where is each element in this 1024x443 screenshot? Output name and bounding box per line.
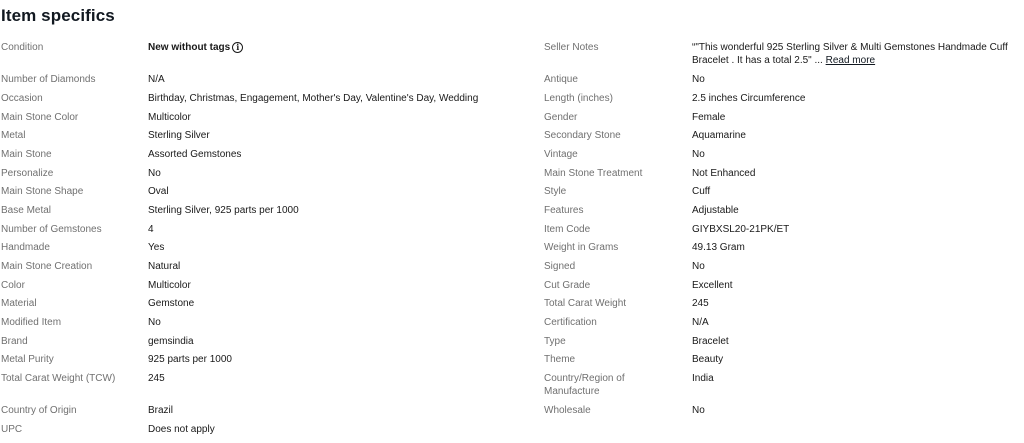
- read-more-link[interactable]: Read more: [825, 55, 876, 66]
- spec-label-type: Type: [544, 336, 566, 347]
- section-title: Item specifics: [1, 6, 115, 25]
- spec-label-features: Features: [544, 205, 584, 216]
- spec-value-handmade: Yes: [148, 242, 165, 253]
- spec-value-main-stone: Assorted Gemstones: [148, 149, 242, 160]
- spec-value-features: Adjustable: [692, 205, 739, 216]
- spec-label-country-of-origin: Country of Origin: [1, 405, 77, 416]
- spec-value-item-code: GIYBXSL20-21PK/ET: [692, 224, 790, 235]
- spec-label-secondary-stone: Secondary Stone: [544, 130, 621, 141]
- spec-value-personalize: No: [148, 168, 161, 179]
- spec-label-main-stone-treatment: Main Stone Treatment: [544, 168, 643, 179]
- spec-label-total-carat-weight: Total Carat Weight: [544, 298, 627, 309]
- spec-value-material: Gemstone: [148, 298, 195, 309]
- spec-value-metal: Sterling Silver: [148, 130, 210, 141]
- spec-label-country-region-of-manufacture: Country/Region of Manufacture: [544, 373, 625, 397]
- spec-value-vintage: No: [692, 149, 705, 160]
- spec-value-metal-purity: 925 parts per 1000: [148, 354, 232, 365]
- spec-value-gender: Female: [692, 112, 726, 123]
- spec-value-wholesale: No: [692, 405, 705, 416]
- spec-value-base-metal: Sterling Silver, 925 parts per 1000: [148, 205, 299, 216]
- spec-value-style: Cuff: [692, 186, 711, 197]
- spec-value-weight-in-grams: 49.13 Gram: [692, 242, 745, 253]
- spec-value-length-inches: 2.5 inches Circumference: [692, 93, 806, 104]
- spec-label-modified-item: Modified Item: [1, 317, 62, 328]
- spec-value-main-stone-color: Multicolor: [148, 112, 191, 123]
- spec-value-antique: No: [692, 74, 705, 85]
- seller-notes-text: “"This wonderful 925 Sterling Silver & Multi Gemstones Handmade Cuff Bracelet . It has a total 2.5" ...: [692, 42, 1008, 66]
- spec-value-secondary-stone: Aquamarine: [692, 130, 746, 141]
- spec-label-main-stone: Main Stone: [1, 149, 52, 160]
- spec-label-base-metal: Base Metal: [1, 205, 52, 216]
- spec-value-modified-item: No: [148, 317, 161, 328]
- spec-label-total-carat-weight-tcw: Total Carat Weight (TCW): [1, 373, 116, 384]
- spec-value-seller-notes: [692, 41, 1020, 67]
- spec-value-type: Bracelet: [692, 336, 729, 347]
- spec-label-material: Material: [1, 298, 37, 309]
- spec-value-number-of-diamonds: N/A: [148, 74, 165, 85]
- spec-label-cut-grade: Cut Grade: [544, 280, 591, 291]
- spec-value-occasion: Birthday, Christmas, Engagement, Mother's Day, Valentine's Day, Wedding: [148, 93, 479, 104]
- spec-value-country-region-of-manufacture: India: [692, 373, 714, 384]
- spec-label-occasion: Occasion: [1, 93, 43, 104]
- spec-label-personalize: Personalize: [1, 168, 54, 179]
- spec-label-antique: Antique: [544, 74, 578, 85]
- spec-label-wholesale: Wholesale: [544, 405, 591, 416]
- spec-value-cut-grade: Excellent: [692, 280, 733, 291]
- spec-label-weight-in-grams: Weight in Grams: [544, 242, 619, 253]
- spec-value-country-of-origin: Brazil: [148, 405, 174, 416]
- spec-label-length-inches: Length (inches): [544, 93, 613, 104]
- spec-label-metal: Metal: [1, 130, 26, 141]
- spec-label-certification: Certification: [544, 317, 597, 328]
- spec-value-main-stone-creation: Natural: [148, 261, 181, 272]
- info-icon[interactable]: i: [232, 42, 243, 53]
- spec-value-certification: N/A: [692, 317, 709, 328]
- spec-label-seller-notes: Seller Notes: [544, 42, 599, 53]
- spec-label-metal-purity: Metal Purity: [1, 354, 54, 365]
- spec-value-main-stone-shape: Oval: [148, 186, 169, 197]
- spec-value-upc: Does not apply: [148, 424, 215, 435]
- condition-text: New without tags: [148, 42, 231, 53]
- spec-value-condition: [148, 41, 243, 54]
- spec-label-item-code: Item Code: [544, 224, 591, 235]
- spec-label-number-of-gemstones: Number of Gemstones: [1, 224, 102, 235]
- spec-value-theme: Beauty: [692, 354, 724, 365]
- spec-label-style: Style: [544, 186, 567, 197]
- spec-label-theme: Theme: [544, 354, 576, 365]
- spec-value-number-of-gemstones: 4: [148, 224, 154, 235]
- spec-label-color: Color: [1, 280, 25, 291]
- spec-label-handmade: Handmade: [1, 242, 50, 253]
- spec-label-upc: UPC: [1, 424, 23, 435]
- spec-value-total-carat-weight-tcw: 245: [148, 373, 165, 384]
- spec-value-signed: No: [692, 261, 705, 272]
- spec-label-main-stone-shape: Main Stone Shape: [1, 186, 84, 197]
- spec-label-signed: Signed: [544, 261, 576, 272]
- spec-value-main-stone-treatment: Not Enhanced: [692, 168, 756, 179]
- spec-value-total-carat-weight: 245: [692, 298, 709, 309]
- spec-value-brand: gemsindia: [148, 336, 194, 347]
- spec-label-vintage: Vintage: [544, 149, 578, 160]
- spec-label-gender: Gender: [544, 112, 578, 123]
- spec-label-number-of-diamonds: Number of Diamonds: [1, 74, 96, 85]
- spec-label-brand: Brand: [1, 336, 28, 347]
- spec-value-color: Multicolor: [148, 280, 191, 291]
- spec-label-main-stone-creation: Main Stone Creation: [1, 261, 93, 272]
- spec-label-condition: Condition: [1, 42, 44, 53]
- spec-label-main-stone-color: Main Stone Color: [1, 112, 79, 123]
